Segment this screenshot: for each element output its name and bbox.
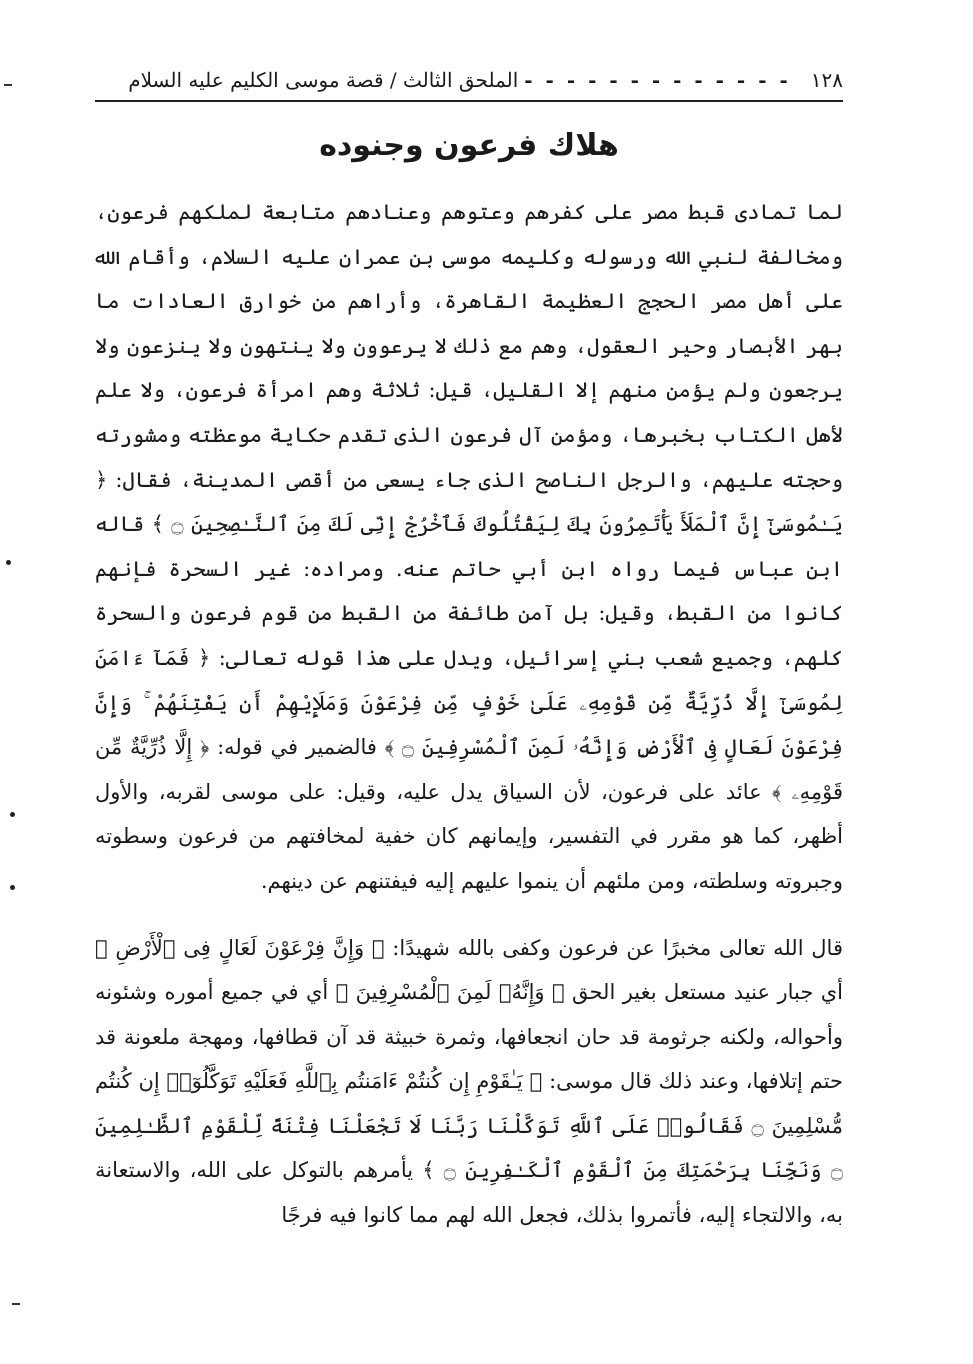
running-title: الملحق الثالث / قصة موسى الكليم عليه السلام: [128, 68, 519, 92]
header-dash-rule: - - - - - - - - - - - - -: [524, 68, 791, 92]
margin-mark: [4, 84, 12, 86]
chapter-title: هلاك فرعون وجنوده: [319, 128, 619, 163]
margin-mark: [10, 812, 15, 817]
paragraph: لما تمادى قبط مصر على كفرهم وعتوهم وعنادهم متابعة لملكهم فرعون، ومخالفة لنبي الله ورسوله وكليمه موسى بن عمران عليه السلام، وأقام الله على أهل مصر الحجج العظيمة القاهرة، وأراهم من خوارق العادات ما بهر الأبصار وحير العقول، وهم مع ذلك لا يرعوون ولا ينتهون ولا ينزعون ولا يرجعون ولم يؤمن منهم إلا القليل، قيل: ثلاثة وهم امرأة فرعون، ولا علم لأهل الكتاب بخبرها، ومؤمن آل فرعون الذى تقدم حكاية موعظته ومشورته وحجته عليهم، والرجل الناصح الذى جاء يسعى من أقصى المدينة، فقال: ﴿ يَـٰمُوسَىٰٓ إِنَّ ٱلْمَلَأَ يَأْتَمِرُونَ بِكَ لِيَقْتُلُوكَ فَٱخْرُجْ إِنِّى لَكَ مِنَ ٱلنَّـٰصِحِينَ ۝ ﴾ قاله ابن عباس فيما رواه ابن أبي حاتم عنه. ومراده: غير السحرة فإنهم كانوا من القبط، وقيل: بل آمن طائفة من القبط من قوم فرعون والسحرة كلهم، وجميع شعب بني إسرائيل، ويدل على هذا قوله تعالى: ﴿ فَمَآ ءَامَنَ لِمُوسَىٰٓ إِلَّا ذُرِّيَّةٌ مِّن قَوْمِهِۦ عَلَىٰ خَوْفٍ مِّن فِرْعَوْنَ وَمَلَإِيْهِمْ أَن يَفْتِنَهُمْ ۚ وَإِنَّ فِرْعَوْنَ لَعَالٍ فِى ٱلْأَرْضِ وَإِنَّهُۥ لَمِنَ ٱلْمُسْرِفِينَ ۝ ﴾ فالضمير في قوله: ﴿ إِلَّا ذُرِّيَّةٌ مِّن قَوْمِهِۦ ﴾ عائد على فرعون، لأن السياق يدل عليه، وقيل: على موسى لقربه، والأول أظهر، كما هو مقرر في التفسير، وإيمانهم كان خفية لمخافتهم من فرعون وسطوته وجبروته وسلطته، ومن ملئهم أن ينموا عليهم إليه فيفتنهم عن دينهم.: [95, 200, 844, 893]
page-number: ١٢٨: [810, 68, 843, 92]
body-text: [95, 190, 843, 1238]
margin-mark: [10, 885, 15, 890]
margin-mark: [12, 1303, 20, 1305]
margin-mark: [6, 560, 11, 565]
page-header: [95, 62, 843, 98]
header-divider: [95, 100, 843, 102]
paragraph: قال الله تعالى مخبرًا عن فرعون وكفى بالله شهيدًا: ﴿ وَإِنَّ فِرْعَوْنَ لَعَالٍ فِى ٱلْأَرْضِ ﴾ أي جبار عنيد مستعل بغير الحق ﴿ وَإِنَّهُۥ لَمِنَ ٱلْمُسْرِفِينَ ﴾ أي في جميع أموره وشئونه وأحواله، ولكنه جرثومة قد حان انجعافها، وثمرة خبيثة قد آن قطافها، ومهجة ملعونة قد حتم إتلافها، وعند ذلك قال موسى: ﴿ يَـٰقَوْمِ إِن كُنتُمْ ءَامَنتُم بِٱللَّهِ فَعَلَيْهِ تَوَكَّلُوٓا۟ إِن كُنتُم مُّسْلِمِينَ ۝ فَقَالُوا۟ عَلَى ٱللَّهِ تَوَكَّلْنَا رَبَّنَا لَا تَجْعَلْنَا فِتْنَةً لِّلْقَوْمِ ٱلظَّـٰلِمِينَ ۝ وَنَجِّنَا بِرَحْمَتِكَ مِنَ ٱلْقَوْمِ ٱلْكَـٰفِرِينَ ۝ ﴾ يأمرهم بالتوكل على الله، والاستعانة به، والالتجاء إليه، فأتمروا بذلك، فجعل الله لهم مما كانوا فيه فرجًا: [95, 935, 844, 1228]
